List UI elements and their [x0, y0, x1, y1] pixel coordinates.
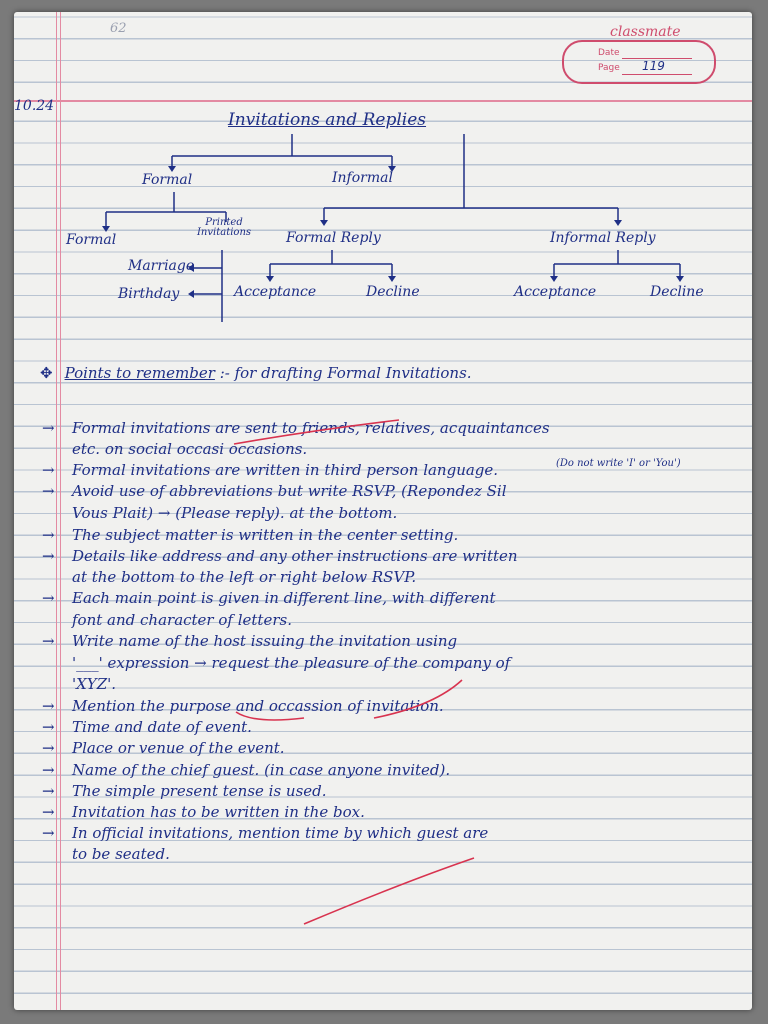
node-decline-formal: Decline — [366, 284, 420, 300]
arrow-bullet-icon: → — [42, 803, 55, 821]
point-text: Time and date of event. — [72, 718, 252, 736]
node-formal-child: Formal — [66, 232, 117, 248]
arrow-bullet-icon: → — [42, 632, 55, 650]
side-note: (Do not write 'I' or 'You') — [556, 458, 681, 469]
points-heading-prefix: Points to remember — [64, 364, 215, 382]
point-text: etc. on social occasi occasions. — [72, 440, 308, 458]
arrow-bullet-icon: → — [42, 419, 55, 437]
arrow-bullet-icon: → — [42, 824, 55, 842]
point-text: Mention the purpose and occassion of invitation. — [72, 697, 444, 715]
brand-logo: classmate — [610, 24, 681, 40]
point-text: The subject matter is written in the center setting. — [72, 526, 459, 544]
node-acceptance-informal: Acceptance — [514, 284, 597, 300]
point-text: Invitation has to be written in the box. — [72, 803, 365, 821]
arrow-bullet-icon: → — [42, 718, 55, 736]
arrow-bullet-icon: → — [42, 482, 55, 500]
point-text: The simple present tense is used. — [72, 782, 327, 800]
notebook-page — [14, 12, 752, 1010]
arrow-bullet-icon: → — [42, 697, 55, 715]
node-birthday: Birthday — [118, 286, 180, 302]
red-corrections — [14, 12, 752, 1010]
point-text: Details like address and any other instructions are written — [72, 547, 518, 565]
node-printed-invitations: Printed Invitations — [196, 217, 252, 238]
node-marriage: Marriage — [128, 258, 195, 274]
node-informal: Informal — [332, 170, 393, 186]
point-text: In official invitations, mention time by which guest are — [72, 824, 489, 842]
page-value: 119 — [642, 59, 665, 73]
point-text: Avoid use of abbreviations but write RSVP, (Repondez Sil — [72, 482, 507, 500]
node-informal-reply: Informal Reply — [550, 230, 656, 246]
arrow-bullet-icon: → — [42, 589, 55, 607]
point-text: font and character of letters. — [72, 611, 292, 629]
diagram-title: Invitations and Replies — [228, 110, 427, 130]
arrow-bullet-icon: → — [42, 461, 55, 479]
arrow-bullet-icon: → — [42, 526, 55, 544]
faint-page-number: 62 — [110, 21, 127, 36]
arrow-bullet-icon: → — [42, 739, 55, 757]
node-decline-informal: Decline — [650, 284, 704, 300]
arrow-bullet-icon: → — [42, 761, 55, 779]
page-label: Page — [598, 63, 620, 73]
point-text: Name of the chief guest. (in case anyone invited). — [72, 761, 451, 779]
point-text: Formal invitations are written in third person language. — [72, 461, 499, 479]
node-formal-reply: Formal Reply — [286, 230, 381, 246]
node-formal: Formal — [142, 172, 193, 188]
bullet-mark-icon: ✥ — [40, 364, 53, 382]
point-text: 'XYZ'. — [72, 675, 117, 693]
point-text: Formal invitations are sent to friends, relatives, acquaintances — [72, 419, 550, 437]
point-text: Write name of the host issuing the invitation using — [72, 632, 458, 650]
date-label: Date — [598, 48, 620, 58]
node-acceptance-formal: Acceptance — [234, 284, 317, 300]
point-text: Place or venue of the event. — [72, 739, 285, 757]
points-heading-suffix: :- for drafting Formal Invitations. — [219, 364, 472, 382]
point-text: Vous Plait) → (Please reply). at the bottom. — [72, 504, 398, 522]
point-text: at the bottom to the left or right below RSVP. — [72, 568, 417, 586]
point-text: '___' expression → request the pleasure of the company of — [72, 654, 511, 672]
point-text: Each main point is given in different line, with different — [72, 589, 496, 607]
point-text: to be seated. — [72, 845, 170, 863]
date-partial: 10.24 — [14, 98, 55, 114]
arrow-bullet-icon: → — [42, 547, 55, 565]
arrow-bullet-icon: → — [42, 782, 55, 800]
